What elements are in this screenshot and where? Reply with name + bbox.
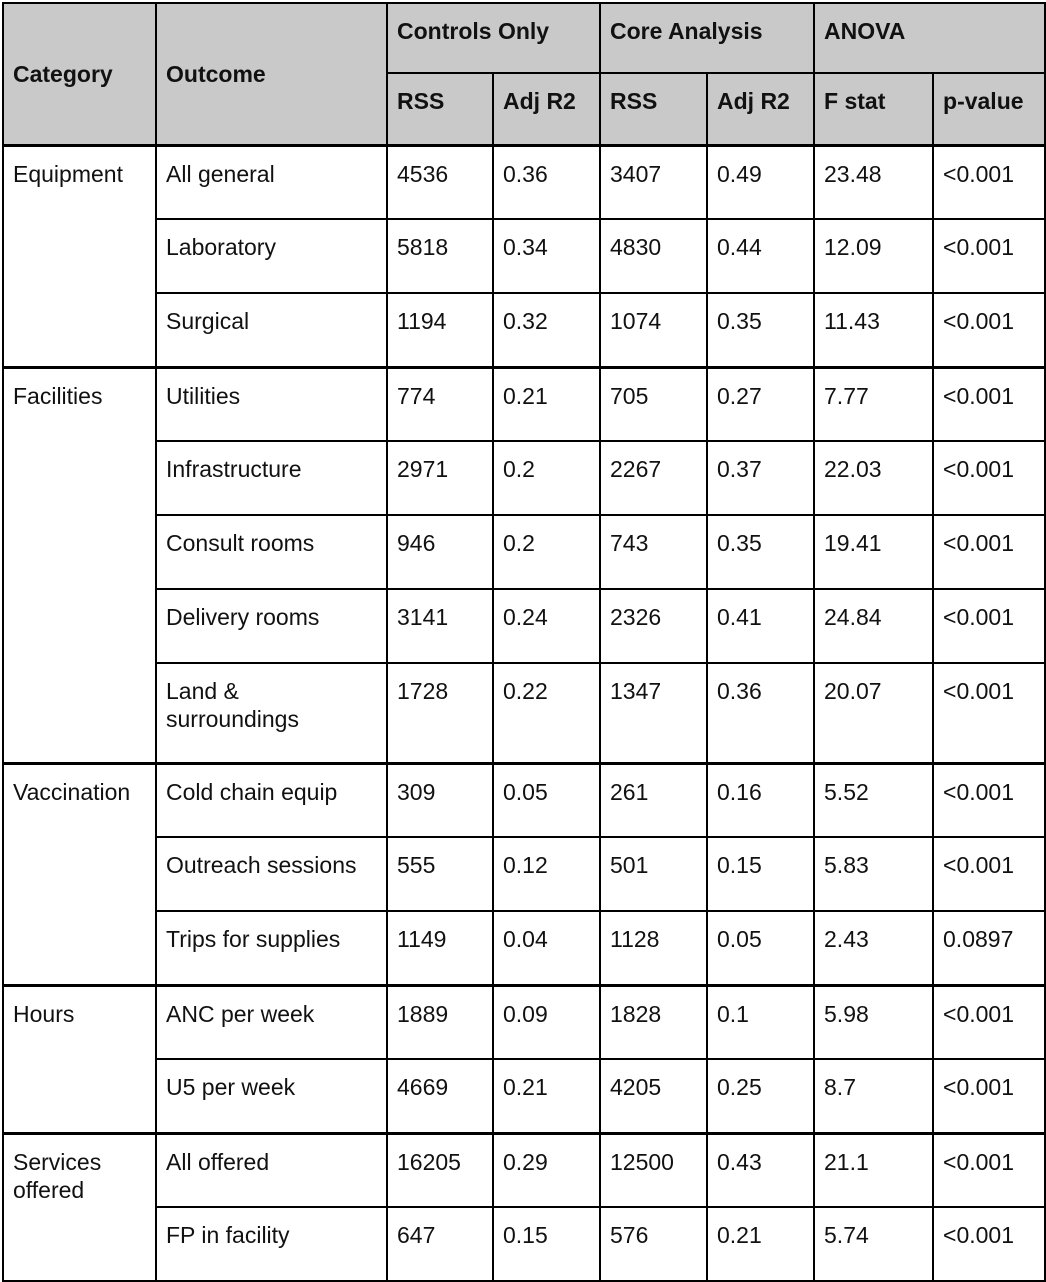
- cell-adj-r2-core: 0.37: [707, 441, 814, 515]
- cell-outcome: Delivery rooms: [156, 589, 387, 663]
- header-core-analysis: Core Analysis: [600, 3, 814, 73]
- header-controls-only: Controls Only: [387, 3, 600, 73]
- cell-p-value: <0.001: [933, 145, 1045, 219]
- header-adj-r2-controls: Adj R2: [493, 73, 600, 145]
- table-header: [3, 3, 1045, 145]
- cell-rss-controls: 1889: [387, 985, 493, 1059]
- cell-rss-core: 12500: [600, 1133, 707, 1207]
- cell-p-value: <0.001: [933, 219, 1045, 293]
- cell-rss-core: 1828: [600, 985, 707, 1059]
- cell-category: Facilities: [3, 367, 156, 763]
- cell-f-stat: 8.7: [814, 1059, 933, 1133]
- cell-outcome: All general: [156, 145, 387, 219]
- cell-p-value: <0.001: [933, 985, 1045, 1059]
- cell-adj-r2-controls: 0.34: [493, 219, 600, 293]
- cell-adj-r2-controls: 0.12: [493, 837, 600, 911]
- cell-rss-controls: 1149: [387, 911, 493, 985]
- cell-rss-core: 1347: [600, 663, 707, 763]
- cell-adj-r2-controls: 0.15: [493, 1207, 600, 1281]
- cell-f-stat: 19.41: [814, 515, 933, 589]
- cell-p-value: <0.001: [933, 1207, 1045, 1281]
- cell-rss-controls: 309: [387, 763, 493, 837]
- cell-p-value: <0.001: [933, 441, 1045, 515]
- table-body: [3, 145, 1045, 1281]
- cell-rss-core: 4205: [600, 1059, 707, 1133]
- cell-adj-r2-core: 0.35: [707, 293, 814, 367]
- cell-f-stat: 23.48: [814, 145, 933, 219]
- cell-adj-r2-core: 0.41: [707, 589, 814, 663]
- cell-rss-controls: 1728: [387, 663, 493, 763]
- cell-adj-r2-controls: 0.29: [493, 1133, 600, 1207]
- cell-rss-controls: 1194: [387, 293, 493, 367]
- cell-adj-r2-core: 0.44: [707, 219, 814, 293]
- cell-outcome: U5 per week: [156, 1059, 387, 1133]
- cell-p-value: <0.001: [933, 663, 1045, 763]
- table-row: [3, 985, 1045, 1059]
- cell-outcome: Trips for supplies: [156, 911, 387, 985]
- cell-p-value: <0.001: [933, 1059, 1045, 1133]
- cell-p-value: 0.0897: [933, 911, 1045, 985]
- cell-outcome: Infrastructure: [156, 441, 387, 515]
- cell-outcome: Consult rooms: [156, 515, 387, 589]
- cell-category: Vaccination: [3, 763, 156, 985]
- cell-f-stat: 5.74: [814, 1207, 933, 1281]
- cell-rss-controls: 4536: [387, 145, 493, 219]
- cell-adj-r2-controls: 0.22: [493, 663, 600, 763]
- cell-adj-r2-core: 0.35: [707, 515, 814, 589]
- header-anova: ANOVA: [814, 3, 1045, 73]
- cell-rss-core: 743: [600, 515, 707, 589]
- cell-outcome: Surgical: [156, 293, 387, 367]
- cell-outcome: Land & surroundings: [156, 663, 387, 763]
- cell-outcome: FP in facility: [156, 1207, 387, 1281]
- cell-p-value: <0.001: [933, 293, 1045, 367]
- cell-p-value: <0.001: [933, 589, 1045, 663]
- cell-adj-r2-controls: 0.21: [493, 367, 600, 441]
- cell-adj-r2-core: 0.05: [707, 911, 814, 985]
- cell-adj-r2-core: 0.16: [707, 763, 814, 837]
- cell-adj-r2-core: 0.1: [707, 985, 814, 1059]
- cell-f-stat: 22.03: [814, 441, 933, 515]
- cell-rss-controls: 774: [387, 367, 493, 441]
- cell-f-stat: 7.77: [814, 367, 933, 441]
- table-row: [3, 1059, 1045, 1133]
- cell-f-stat: 12.09: [814, 219, 933, 293]
- cell-f-stat: 20.07: [814, 663, 933, 763]
- header-rss-controls: RSS: [387, 73, 493, 145]
- cell-rss-controls: 946: [387, 515, 493, 589]
- cell-adj-r2-controls: 0.21: [493, 1059, 600, 1133]
- cell-adj-r2-controls: 0.36: [493, 145, 600, 219]
- cell-rss-core: 4830: [600, 219, 707, 293]
- cell-adj-r2-core: 0.49: [707, 145, 814, 219]
- cell-f-stat: 5.52: [814, 763, 933, 837]
- cell-rss-core: 1074: [600, 293, 707, 367]
- cell-p-value: <0.001: [933, 763, 1045, 837]
- cell-rss-core: 1128: [600, 911, 707, 985]
- cell-adj-r2-controls: 0.09: [493, 985, 600, 1059]
- cell-adj-r2-core: 0.43: [707, 1133, 814, 1207]
- table-row: [3, 911, 1045, 985]
- table-row: [3, 763, 1045, 837]
- cell-adj-r2-core: 0.21: [707, 1207, 814, 1281]
- cell-f-stat: 5.83: [814, 837, 933, 911]
- cell-outcome: Outreach sessions: [156, 837, 387, 911]
- cell-rss-core: 705: [600, 367, 707, 441]
- cell-adj-r2-controls: 0.32: [493, 293, 600, 367]
- cell-adj-r2-core: 0.15: [707, 837, 814, 911]
- cell-outcome: ANC per week: [156, 985, 387, 1059]
- table-row: [3, 441, 1045, 515]
- cell-p-value: <0.001: [933, 1133, 1045, 1207]
- cell-rss-core: 2326: [600, 589, 707, 663]
- cell-rss-core: 3407: [600, 145, 707, 219]
- cell-category: Equipment: [3, 145, 156, 367]
- header-adj-r2-core: Adj R2: [707, 73, 814, 145]
- cell-adj-r2-core: 0.25: [707, 1059, 814, 1133]
- header-category: Category: [3, 3, 156, 145]
- cell-f-stat: 5.98: [814, 985, 933, 1059]
- cell-f-stat: 24.84: [814, 589, 933, 663]
- cell-rss-controls: 2971: [387, 441, 493, 515]
- cell-rss-controls: 5818: [387, 219, 493, 293]
- cell-rss-controls: 4669: [387, 1059, 493, 1133]
- cell-rss-core: 2267: [600, 441, 707, 515]
- table-row: [3, 515, 1045, 589]
- header-p-value: p-value: [933, 73, 1045, 145]
- table-row: [3, 219, 1045, 293]
- cell-rss-core: 261: [600, 763, 707, 837]
- header-outcome: Outcome: [156, 3, 387, 145]
- cell-rss-core: 576: [600, 1207, 707, 1281]
- cell-outcome: Cold chain equip: [156, 763, 387, 837]
- cell-f-stat: 2.43: [814, 911, 933, 985]
- cell-adj-r2-core: 0.27: [707, 367, 814, 441]
- table-row: [3, 589, 1045, 663]
- table-row: [3, 367, 1045, 441]
- cell-p-value: <0.001: [933, 515, 1045, 589]
- table-row: [3, 1207, 1045, 1281]
- table-row: [3, 837, 1045, 911]
- cell-category: Hours: [3, 985, 156, 1133]
- cell-rss-core: 501: [600, 837, 707, 911]
- cell-adj-r2-controls: 0.05: [493, 763, 600, 837]
- cell-outcome: All offered: [156, 1133, 387, 1207]
- cell-p-value: <0.001: [933, 837, 1045, 911]
- table-row: [3, 1133, 1045, 1207]
- cell-p-value: <0.001: [933, 367, 1045, 441]
- cell-adj-r2-controls: 0.24: [493, 589, 600, 663]
- cell-adj-r2-controls: 0.2: [493, 441, 600, 515]
- cell-adj-r2-controls: 0.04: [493, 911, 600, 985]
- cell-outcome: Utilities: [156, 367, 387, 441]
- table-row: [3, 293, 1045, 367]
- cell-rss-controls: 647: [387, 1207, 493, 1281]
- results-table: [2, 2, 1046, 1282]
- cell-adj-r2-core: 0.36: [707, 663, 814, 763]
- cell-outcome: Laboratory: [156, 219, 387, 293]
- table-row: [3, 145, 1045, 219]
- cell-category: Services offered: [3, 1133, 156, 1281]
- cell-rss-controls: 16205: [387, 1133, 493, 1207]
- table-row: [3, 663, 1045, 763]
- header-rss-core: RSS: [600, 73, 707, 145]
- header-f-stat: F stat: [814, 73, 933, 145]
- cell-rss-controls: 555: [387, 837, 493, 911]
- cell-f-stat: 21.1: [814, 1133, 933, 1207]
- cell-f-stat: 11.43: [814, 293, 933, 367]
- cell-rss-controls: 3141: [387, 589, 493, 663]
- cell-adj-r2-controls: 0.2: [493, 515, 600, 589]
